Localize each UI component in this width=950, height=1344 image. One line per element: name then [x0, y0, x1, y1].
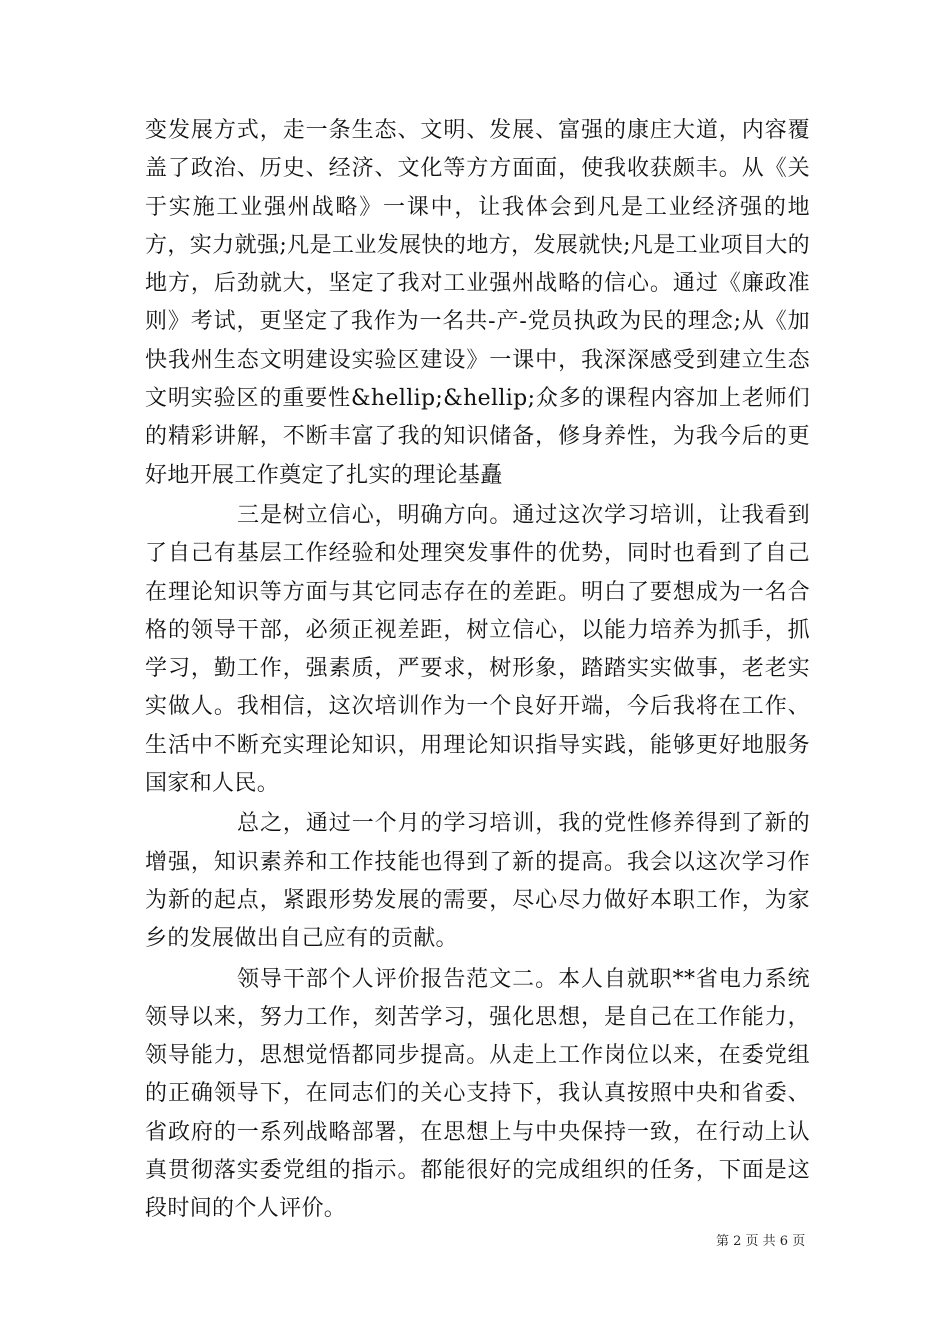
page-number-footer: 第 2 页 共 6 页 — [716, 1234, 806, 1249]
document-body — [145, 112, 810, 1229]
paragraph-sample-two: 领导干部个人评价报告范文二。本人自就职**省电力系统领导以来，努力工作，刻苦学习，强化思想，是自己在工作能力，领导能力，思想觉悟都同步提高。从走上工作岗位以来，在委党组的正确领导下，在同志们的关心支持下，我认真按照中央和省委、省政府的一系列战略部署，在思想上与中央保持一致，在行动上认真贯彻落实委党组的指示。都能很好的完成组织的任务，下面是这段时间的个人评价。 — [145, 966, 810, 1222]
paragraph-conclusion: 总之，通过一个月的学习培训，我的党性修养得到了新的增强，知识素养和工作技能也得到了新的提高。我会以这次学习作为新的起点，紧跟形势发展的需要，尽心尽力做好本职工作，为家乡的发展做出自己应有的贡献。 — [145, 811, 810, 952]
paragraph-third-point: 三是树立信心，明确方向。通过这次学习培训，让我看到了自己有基层工作经验和处理突发事件的优势，同时也看到了自己在理论知识等方面与其它同志存在的差距。明白了要想成为一名合格的领导干部，必须正视差距，树立信心，以能力培养为抓手，抓学习，勤工作，强素质，严要求，树形象，踏踏实实做事，老老实实做人。我相信，这次培训作为一个良好开端，今后我将在工作、生活中不断充实理论知识，用理论知识指导实践，能够更好地服务国家和人民。 — [145, 502, 810, 797]
paragraph-continued: 变发展方式，走一条生态、文明、发展、富强的康庄大道，内容覆盖了政治、历史、经济、文化等方方面面，使我收获颇丰。从《关于实施工业强州战略》一课中，让我体会到凡是工业经济强的地方，实力就强;凡是工业发展快的地方，发展就快;凡是工业项目大的地方，后劲就大，坚定了我对工业强州战略的信心。通过《廉政准则》考试，更坚定了我作为一名共-产-党员执政为民的理念;从《加快我州生态文明建设实验区建设》一课中，我深深感受到建立生态文明实验区的重要性&hellip;&hellip;众多的课程内容加上老师们的精彩讲解，不断丰富了我的知识储备，修身养性，为我今后的更好地开展工作奠定了扎实的理论基矗 — [145, 118, 810, 488]
